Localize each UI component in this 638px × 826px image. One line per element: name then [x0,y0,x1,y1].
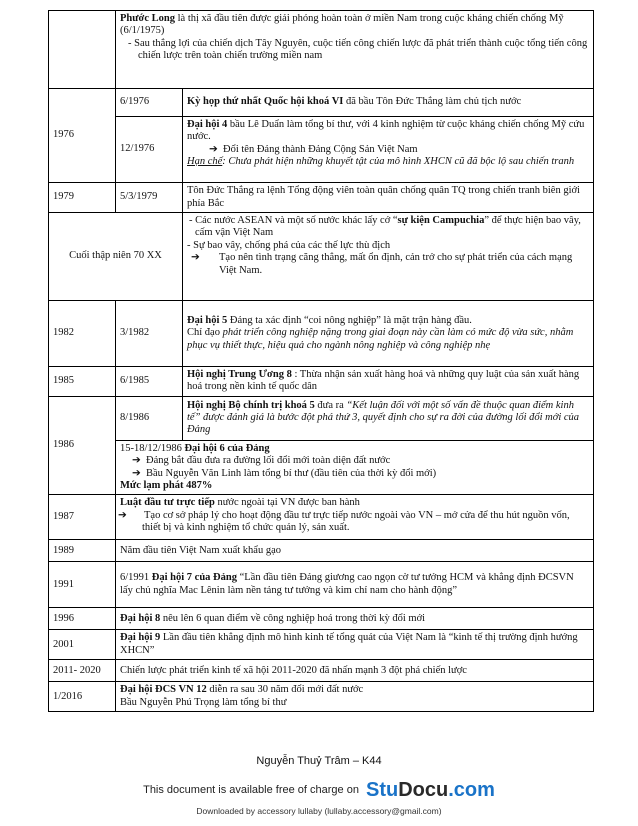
year-cell: 1976 [49,89,116,183]
table-row [49,89,594,117]
date-cell: 12/1976 [116,117,183,183]
download-notice: Downloaded by accessory lullaby (lullaby.accessory@gmail.com) [196,806,442,816]
event-text: Bầu Nguyễn Văn Linh làm tổng bí thư (đầu tiên của thời kỳ đổi mới) [146,467,437,479]
table-row [49,630,594,660]
event-title: Hội nghị Trung Ương 8 [187,369,292,380]
year-cell: 1987 [49,495,116,540]
year-cell: 1996 [49,608,116,630]
event-text: phát triển công nghiệp nặng trong giai đoạn này cần làm có mức độ vừa sức, nhằm phục vụ thiết thực, hiệu quả cho ngành nông nghiệp và công nghiệp nhẹ [187,327,574,351]
event-title: Đại hội 5 [187,314,228,326]
studocu-banner[interactable] [0,779,638,802]
event-cell [116,495,594,540]
event-text: Tạo cơ sở pháp lý cho hoạt động đầu tư trực tiếp nước ngoài vào VN – mở cửa để thu hút nguồn vốn, thiết bị và kinh nghiệm tổ chức quản lý, sản xuất. [142,509,570,533]
year-cell: 1989 [49,540,116,562]
year-cell: 1979 [49,183,116,213]
event-cell [116,608,594,630]
event-text: nêu lên 6 quan điểm về công nghiệp hoá trong thời kỳ đổi mới [160,612,426,624]
date-cell: 8/1986 [116,396,183,440]
limitation-label: Hạn chế [187,156,223,168]
year-cell: 1986 [49,396,116,495]
event-text: Lần đầu tiên khẳng định mô hình kinh tế tổng quát của Việt Nam là “kinh tế thị trường định hướng XHCN” [120,632,578,656]
event-cell [116,630,594,660]
arrow-right-icon: ➔ [191,252,200,264]
year-cell: 1991 [49,562,116,608]
table-row [49,540,594,562]
event-cell: Năm đầu tiên Việt Nam xuất khẩu gạo [116,540,594,562]
table-row [49,608,594,630]
date-cell: 3/1982 [116,301,183,367]
event-text: Đổi tên Đảng thành Đảng Cộng Sản Việt Nam [223,143,418,155]
date-cell: 6/1976 [116,89,183,117]
table-row [49,396,594,440]
event-cell [116,562,594,608]
event-title: Đại hội 9 [120,632,161,644]
event-cell: Tôn Đức Thắng ra lệnh Tổng động viên toàn quân chống quân TQ trong chiến tranh biên giới phía Bắc [183,183,594,213]
table-row [49,440,594,495]
date-cell: 5/3/1979 [116,183,183,213]
table-row [49,562,594,608]
event-text: Đảng ta xác định “coi nông nghiệp” là mặt trận hàng đầu. [227,314,472,326]
event-text: nước ngoài tại VN được ban hành [214,497,360,509]
studocu-logo[interactable]: StuDocu.com [366,779,495,801]
year-cell: Cuối thập niên 70 XX [49,213,183,301]
event-text: - Các nước ASEAN và một số nước khác lấy cớ “ [189,215,398,226]
table-row [49,301,594,367]
date-text: 6/1991 [120,572,152,584]
table-row [49,117,594,183]
event-text: Chỉ đạo [187,327,223,339]
year-cell [49,11,116,89]
timeline-document [48,10,593,712]
date-cell: 6/1985 [116,367,183,397]
table-row [49,367,594,397]
event-text: : Thừa nhận sản xuất hàng hoá và những quy luật của sản xuất hàng hoá trong nền kinh tế quốc dân [187,369,580,393]
arrow-right-icon: ➔ [132,455,141,467]
event-cell [116,440,594,495]
history-table [48,10,594,712]
event-text: Tạo nên tình trạng căng thẳng, mất ổn định, cản trở cho sự phát triển của cách mạng Việt Nam. [219,252,573,276]
year-cell: 2011- 2020 [49,660,116,682]
event-text: là thị xã đầu tiên được giải phóng hoàn toàn ở miền Nam trong cuộc kháng chiến chống Mỹ (6/1/1975) [120,13,564,37]
table-row [49,183,594,213]
inflation-text: Mức lạm phát 487% [120,479,213,491]
event-text: diễn ra sau 30 năm đổi mới đất nước [206,684,364,696]
table-row [49,11,594,89]
year-cell: 2001 [49,630,116,660]
arrow-right-icon: ➔ [209,143,218,155]
event-title: Đại hội ĐCS VN 12 [120,684,207,696]
date-text: 15-18/12/1986 [120,442,185,454]
event-text: Bầu Nguyễn Phú Trọng làm tổng bí thư [120,696,287,708]
table-row [49,660,594,682]
event-cell [183,117,594,183]
year-cell: 1985 [49,367,116,397]
event-title: Đại hội 7 của Đảng [151,572,237,584]
event-cell [116,682,594,712]
event-text: : Chưa phát hiện những khuyết tật của mô hình XHCN cũ đã bộc lộ sau chiến tranh [222,156,575,168]
year-cell: 1982 [49,301,116,367]
event-title: sự kiện Campuchia [397,215,485,226]
event-title: Kỳ họp thứ nhất Quốc hội khoá VI [187,96,344,108]
event-cell [183,396,594,440]
event-title: Luật đầu tư trực tiếp [120,497,215,509]
event-cell [183,301,594,367]
event-text: đưa ra [314,399,347,411]
table-row [49,213,594,301]
event-text: - Sau thắng lợi của chiến dịch Tây Nguyên, cuộc tiến công chiến lược đã phát triển thành cuộc tổng tiến công chiến lược trên toàn chiến trường miền nam [128,37,588,62]
event-cell [183,367,594,397]
event-cell [183,213,594,301]
event-text: Đảng bắt đầu đưa ra đường lối đổi mới toàn diện đất nước [146,455,391,467]
year-cell: 1/2016 [49,682,116,712]
event-title: Hội nghị Bộ chính trị khoá 5 [187,399,315,411]
arrow-right-icon: ➔ [118,509,127,521]
event-cell: Chiến lược phát triển kinh tế xã hội 2011-2020 đã nhấn mạnh 3 đột phá chiến lược [116,660,594,682]
event-title: Đại hội 4 [187,119,228,130]
event-text: đã bầu Tôn Đức Thắng làm chủ tịch nước [343,96,522,108]
table-row [49,495,594,540]
event-text: “Kết luận đối với một số vấn đề thuộc quan điểm kinh tế” được đánh giá là bước đột phá thứ 3, quyết định cho sự ra đời của đường lối đổi mới của Đảng [187,399,580,436]
author-footer: Nguyễn Thuỷ Trâm – K44 [256,755,382,767]
event-text: “Lần đầu tiên Đảng giương cao ngọn cờ tư tưởng HCM và khẳng định ĐCSVN lấy chủ nghĩa Mac Lênin làm nền tảng tư tưởng và kim chỉ nam cho hành động” [120,572,574,596]
event-title: Đại hội 6 của Đảng [184,442,270,454]
event-cell [116,11,594,89]
event-text: ” để thực hiện bao vây, cấm vận Việt Nam [195,215,581,239]
event-text: - Sự bao vây, chống phá của các thế lực thù địch [187,239,391,251]
arrow-right-icon: ➔ [132,467,141,479]
event-title: Phước Long [120,13,175,24]
event-title: Đại hội 8 [120,612,161,624]
event-cell [183,89,594,117]
table-row [49,682,594,712]
event-text: bầu Lê Duẩn làm tổng bí thư, với 4 kinh nghiệm từ cuộc kháng chiến chống Mỹ cứu nước. [187,119,585,143]
studocu-text: This document is available free of charge on [143,784,359,796]
